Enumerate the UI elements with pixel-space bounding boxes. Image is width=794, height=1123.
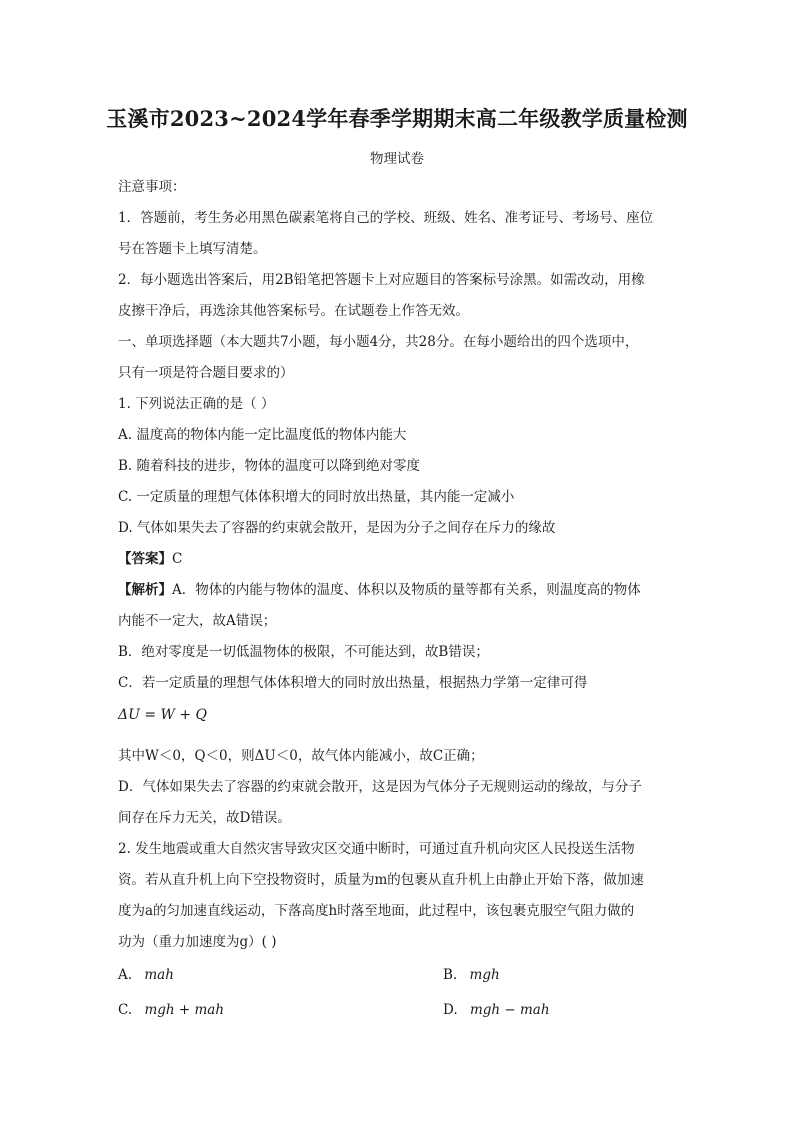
question1-option-b: B. 随着科技的进步，物体的温度可以降到绝对零度 xyxy=(118,458,421,474)
analysis-a-text: A．物体的内能与物体的温度、体积以及物质的量等都有关系，则温度高的物体 xyxy=(172,582,641,598)
question2-option-d xyxy=(443,1000,550,1020)
question1-analysis-d2: 间存在斥力无关，故D错误。 xyxy=(118,810,291,826)
analysis-label: 【解析】 xyxy=(118,582,172,598)
option-c-value: mgh + mah xyxy=(144,1002,225,1018)
question1-analysis-c: C．若一定质量的理想气体体积增大的同时放出热量，根据热力学第一定律可得 xyxy=(118,675,588,691)
question1-analysis-b: B．绝对零度是一切低温物体的极限，不可能达到，故B错误； xyxy=(118,644,489,660)
option-c-label: C. xyxy=(118,1002,133,1018)
question2-line4: 功为（重力加速度为g）( ) xyxy=(118,934,277,950)
answer-value: C xyxy=(172,551,183,567)
question1-option-c: C. 一定质量的理想气体体积增大的同时放出热量，其内能一定减小 xyxy=(118,489,515,505)
section-heading-line2: 只有一项是符合题目要求的） xyxy=(118,365,294,381)
question1-answer xyxy=(118,549,182,569)
exam-title: 玉溪市2023~2024学年春季学期期末高二年级教学质量检测 xyxy=(106,106,688,131)
option-d-label: D. xyxy=(443,1002,458,1018)
question1-analysis-d1: D．气体如果失去了容器的约束就会散开，这是因为气体分子无规则运动的缘故，与分子 xyxy=(118,779,642,795)
question2-line1: 2. 发生地震或重大自然灾害导致灾区交通中断时，可通过直升机向灾区人民投送生活物 xyxy=(118,841,635,857)
notice-item2-line1: 2．每小题选出答案后，用2B铅笔把答题卡上对应题目的答案标号涂黑。如需改动，用橡 xyxy=(118,272,645,288)
question1-option-a: A. 温度高的物体内能一定比温度低的物体内能大 xyxy=(118,427,407,443)
question1-stem: 1. 下列说法正确的是（ ） xyxy=(118,396,275,412)
option-b-label: B. xyxy=(443,967,458,983)
question2-option-b xyxy=(443,965,500,985)
option-d-value: mgh − mah xyxy=(469,1002,550,1018)
exam-subtitle: 物理试卷 xyxy=(370,151,424,167)
answer-label: 【答案】 xyxy=(118,551,172,567)
notice-item1-line1: 1．答题前，考生务必用黑色碳素笔将自己的学校、班级、姓名、准考证号、考场号、座位 xyxy=(118,210,654,226)
notice-heading: 注意事项： xyxy=(118,179,186,195)
option-a-value: mah xyxy=(144,967,174,983)
question2-line3: 度为a的匀加速直线运动，下落高度h时落至地面，此过程中，该包裹克服空气阻力做的 xyxy=(118,903,635,919)
option-a-label: A. xyxy=(118,967,133,983)
question2-option-a xyxy=(118,965,174,985)
question1-analysis-c2: 其中W＜0，Q＜0，则ΔU＜0，故气体内能减小，故C正确； xyxy=(118,748,484,764)
first-law-formula: ΔU = W + Q xyxy=(118,707,208,723)
notice-item1-line2: 号在答题卡上填写清楚。 xyxy=(118,241,267,257)
question2-option-c xyxy=(118,1000,224,1020)
question1-option-d: D. 气体如果失去了容器的约束就会散开，是因为分子之间存在斥力的缘故 xyxy=(118,520,556,536)
question1-analysis-a1 xyxy=(118,580,641,600)
option-b-value: mgh xyxy=(469,967,500,983)
question2-line2: 资。若从直升机上向下空投物资时，质量为m的包裹从直升机上由静止开始下落，做加速 xyxy=(118,872,644,888)
section-heading-line1: 一、单项选择题（本大题共7小题，每小题4分，共28分。在每小题给出的四个选项中， xyxy=(118,334,639,350)
question1-analysis-a2: 内能不一定大，故A错误； xyxy=(118,613,277,629)
notice-item2-line2: 皮擦干净后，再选涂其他答案标号。在试题卷上作答无效。 xyxy=(118,303,469,319)
